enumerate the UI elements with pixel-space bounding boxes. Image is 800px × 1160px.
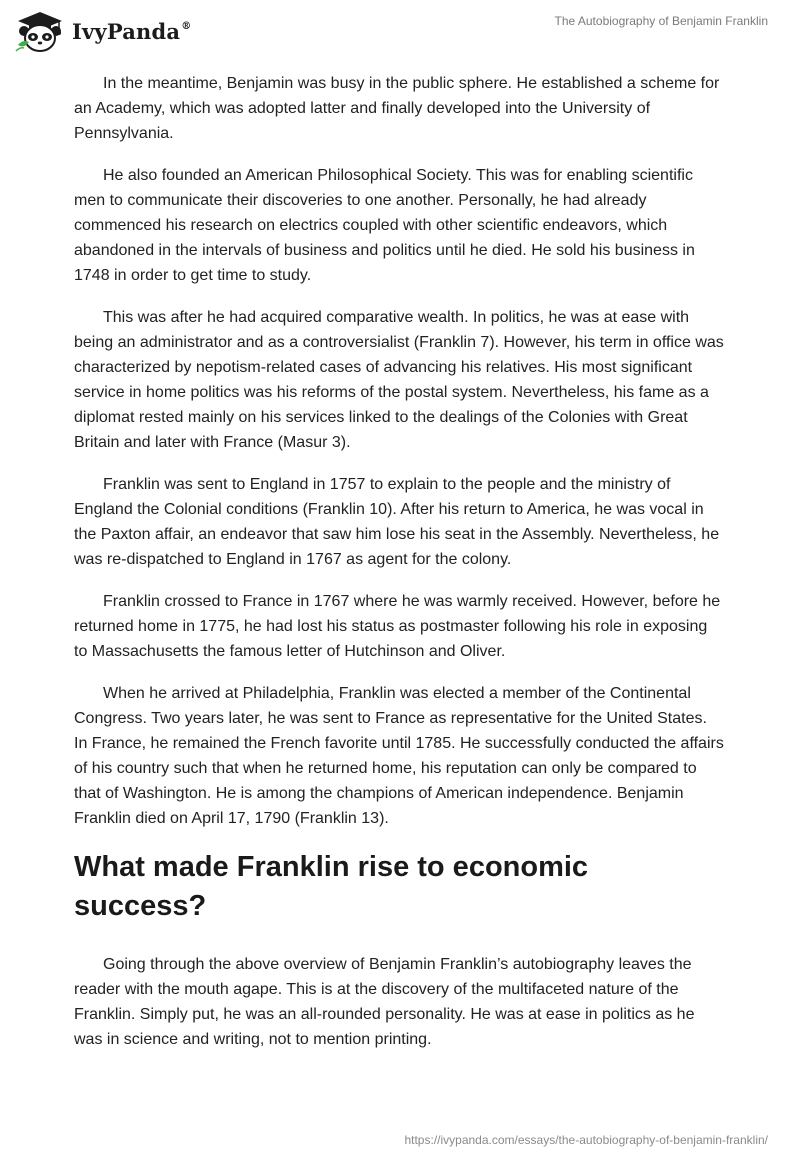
- paragraph: Franklin was sent to England in 1757 to explain to the people and the ministry of England the Colonial conditions (Franklin 10). After his return to America, he was vocal in the Paxton affair, an endeavor that saw him lose his seat in the Assembly. Nevertheless, he was re-dispatched to England in 1767 as agent for the colony.: [74, 476, 720, 568]
- logo-wordmark: [72, 19, 191, 44]
- source-url[interactable]: https://ivypanda.com/essays/the-autobiography-of-benjamin-franklin/: [404, 1133, 768, 1147]
- paragraph: This was after he had acquired comparative wealth. In politics, he was at ease with being an administrator and as a controversialist (Franklin 7). However, his term in office was characterized by nepotism-related cases of advancing his relatives. His most significant service in home politics was his reforms of the postal system. Nevertheless, his fame as a diplomat rested mainly on his services linked to the dealings of the Colonies with Great Britain and later with France (Masur 3).: [74, 309, 724, 451]
- essay-content: [74, 71, 724, 1069]
- section-heading: What made Franklin rise to economic success?: [74, 851, 589, 922]
- registered-mark: ®: [181, 20, 192, 32]
- paragraph: In the meantime, Benjamin was busy in the public sphere. He established a scheme for an Academy, which was adopted latter and finally developed into the University of Pennsylvania.: [74, 75, 720, 142]
- logo-text: IvyPanda: [72, 18, 181, 44]
- paragraph: Going through the above overview of Benjamin Franklin’s autobiography leaves the reader with the mouth agape. This is at the discovery of the multifaceted nature of the Franklin. Simply put, he was an all-rounded personality. He was at ease in politics as he was in science and writing, not to mention printing.: [74, 956, 695, 1048]
- paragraph: Franklin crossed to France in 1767 where he was warmly received. However, before he returned home in 1775, he had lost his status as postmaster following his role in exposing to Massachusetts the famous letter of Hutchinson and Oliver.: [74, 593, 721, 660]
- paragraph: When he arrived at Philadelphia, Franklin was elected a member of the Continental Congress. Two years later, he was sent to France as representative for the United States. In France, he remained the French favorite until 1785. He successfully conducted the affairs of his country such that when he returned home, his reputation can only be compared to that of Washington. He is among the champions of American independence. Benjamin Franklin died on April 17, 1790 (Franklin 13).: [74, 685, 724, 827]
- paragraph: He also founded an American Philosophical Society. This was for enabling scientific men to communicate their discoveries to one another. Personally, he had already commenced his research on electrics coupled with other scientific endeavors, which abandoned in the intervals of business and politics until he died. He sold his business in 1748 in order to get time to study.: [74, 167, 695, 284]
- document-title: The Autobiography of Benjamin Franklin: [554, 14, 768, 28]
- panda-graduate-icon: [14, 9, 66, 53]
- page-header: [0, 0, 800, 60]
- ivypanda-logo[interactable]: [14, 9, 191, 53]
